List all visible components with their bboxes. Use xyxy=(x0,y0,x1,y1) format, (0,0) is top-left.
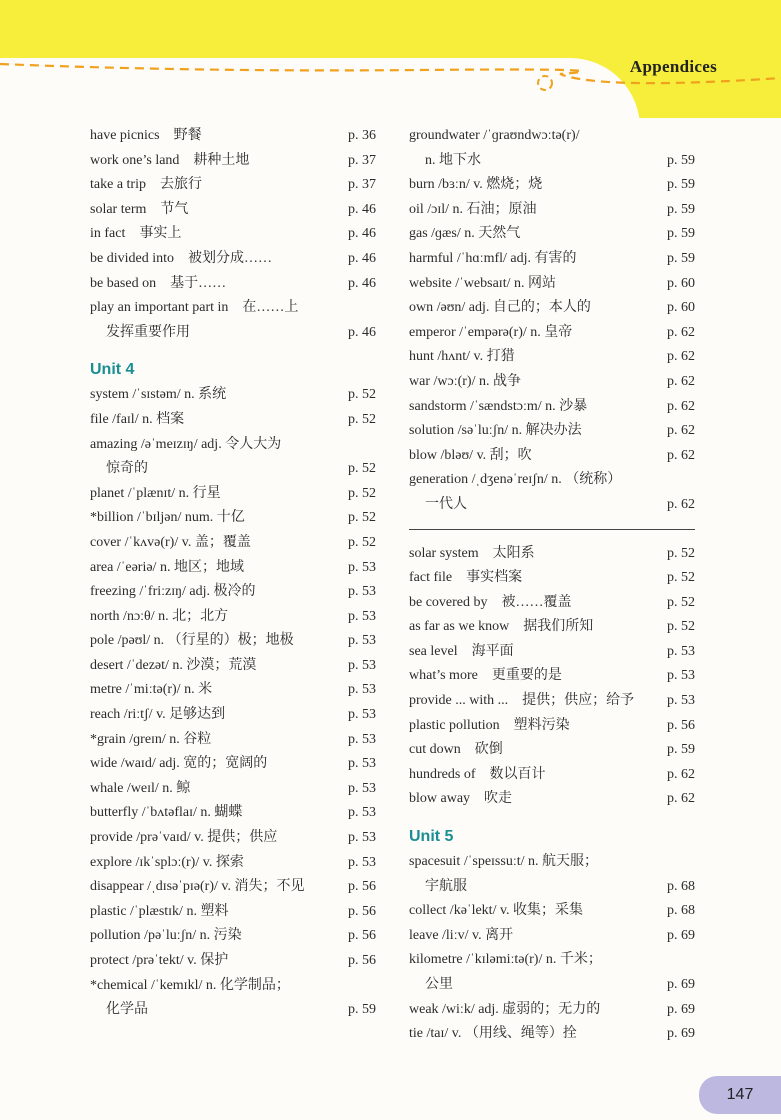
list-item xyxy=(409,395,695,420)
entry-text xyxy=(409,664,695,689)
entry-text xyxy=(409,1022,695,1047)
page-reference: p. 56 xyxy=(348,903,376,919)
list-item xyxy=(90,506,376,531)
list-item xyxy=(409,468,695,517)
page-reference: p. 52 xyxy=(348,461,376,477)
entry-text xyxy=(90,580,376,605)
list-item xyxy=(90,296,376,345)
list-item xyxy=(90,198,376,223)
list-item xyxy=(90,173,376,198)
list-item xyxy=(90,851,376,876)
entry-term: collect /kəˈlekt/ v. 收集；采集 xyxy=(409,903,584,919)
entry-text xyxy=(90,900,376,925)
entry-term: plastic /ˈplæstɪk/ n. 塑料 xyxy=(90,903,229,919)
entry-term: protect /prəˈtekt/ v. 保护 xyxy=(90,953,229,968)
page-reference: p. 53 xyxy=(348,657,376,673)
vocabulary-list xyxy=(90,383,376,1022)
page-reference: p. 46 xyxy=(348,201,376,217)
page-number: 147 xyxy=(699,1076,781,1114)
entry-term: cover /ˈkʌvə(r)/ v. 盖；覆盖 xyxy=(90,534,251,550)
page-reference: p. 56 xyxy=(667,717,695,733)
list-item xyxy=(90,703,376,728)
entry-text xyxy=(409,948,695,997)
entry-text xyxy=(409,924,695,949)
entry-term: take a trip 去旅行 xyxy=(90,177,202,193)
page-reference: p. 46 xyxy=(348,226,376,242)
divider xyxy=(409,529,695,530)
list-item xyxy=(90,875,376,900)
entry-text xyxy=(409,419,695,444)
entry-text xyxy=(90,777,376,802)
entry-text xyxy=(409,763,695,788)
entry-term: leave /liːv/ v. 离开 xyxy=(409,927,514,943)
list-item xyxy=(90,801,376,826)
entry-text xyxy=(90,408,376,433)
page-reference: p. 69 xyxy=(667,927,695,943)
entry-text xyxy=(409,124,695,173)
list-item xyxy=(409,124,695,173)
page-reference: p. 59 xyxy=(667,152,695,168)
entry-text xyxy=(409,370,695,395)
entry-text xyxy=(90,556,376,581)
entry-term: website /ˈwebsaɪt/ n. 网站 xyxy=(409,275,556,291)
page-reference: p. 53 xyxy=(348,780,376,796)
page-reference: p. 53 xyxy=(348,707,376,723)
entry-term: work one’s land 耕种土地 xyxy=(90,152,250,168)
entry-term: oil /ɔɪl/ n. 石油；原油 xyxy=(409,201,537,217)
list-item xyxy=(409,850,695,899)
list-item xyxy=(409,924,695,949)
entry-text xyxy=(409,345,695,370)
entry-text xyxy=(90,924,376,949)
entry-text xyxy=(90,383,376,408)
page-reference: p. 46 xyxy=(348,275,376,291)
entry-term: play an important part in 在……上 xyxy=(90,300,299,316)
section-title: Appendices xyxy=(629,57,717,76)
entry-term: plastic pollution 塑料污染 xyxy=(409,717,570,733)
page-reference: p. 62 xyxy=(667,324,695,340)
entry-term: pollution /pəˈluːʃn/ n. 污染 xyxy=(90,928,242,944)
list-item xyxy=(409,222,695,247)
entry-continuation: 化学品 xyxy=(106,1002,148,1018)
entry-term: gas /ɡæs/ n. 天然气 xyxy=(409,226,521,242)
list-item xyxy=(90,408,376,433)
entry-term: wide /waɪd/ adj. 宽的；宽阔的 xyxy=(90,756,268,772)
entry-text xyxy=(90,851,376,876)
entry-continuation: 一代人 xyxy=(425,496,467,512)
list-item xyxy=(409,321,695,346)
list-item xyxy=(90,482,376,507)
entry-text xyxy=(409,566,695,591)
list-item xyxy=(90,605,376,630)
phrase-list-1 xyxy=(90,124,376,345)
entry-term: kilometre /ˈkɪləmiːtə(r)/ n. 千米； xyxy=(409,952,602,968)
list-item xyxy=(409,689,695,714)
page-reference: p. 59 xyxy=(667,250,695,266)
page-reference: p. 62 xyxy=(667,496,695,512)
entry-term: *chemical /ˈkemɪkl/ n. 化学制品； xyxy=(90,977,290,993)
list-item xyxy=(409,998,695,1023)
list-item xyxy=(409,591,695,616)
page-reference: p. 52 xyxy=(348,411,376,427)
list-item xyxy=(90,629,376,654)
entry-text xyxy=(409,738,695,763)
entry-term: *grain /ɡreɪn/ n. 谷粒 xyxy=(90,731,212,747)
entry-term: tie /taɪ/ v. （用线、绳等）拴 xyxy=(409,1026,577,1042)
entry-term: spacesuit /ˈspeɪssuːt/ n. 航天服； xyxy=(409,854,598,870)
list-item xyxy=(90,924,376,949)
page-reference: p. 69 xyxy=(667,1001,695,1017)
list-item xyxy=(90,383,376,408)
list-item xyxy=(90,247,376,272)
entry-continuation: n. 地下水 xyxy=(425,152,481,168)
list-item xyxy=(409,370,695,395)
page-reference: p. 62 xyxy=(667,791,695,807)
page-reference: p. 52 xyxy=(667,545,695,561)
entry-term: disappear /ˌdɪsəˈpɪə(r)/ v. 消失；不见 xyxy=(90,879,305,895)
list-item xyxy=(409,640,695,665)
entry-text xyxy=(90,531,376,556)
entry-term: provide ... with ... 提供；供应；给予 xyxy=(409,693,635,709)
entry-text xyxy=(409,615,695,640)
page-reference: p. 60 xyxy=(667,300,695,316)
page-reference: p. 53 xyxy=(667,643,695,659)
entry-term: hundreds of 数以百计 xyxy=(409,766,546,782)
unit-heading: Unit 5 xyxy=(409,828,454,846)
entry-text xyxy=(409,850,695,899)
entry-term: solution /səˈluːʃn/ n. 解决办法 xyxy=(409,423,582,439)
entry-term: hunt /hʌnt/ v. 打猎 xyxy=(409,349,515,365)
entry-term: solar term 节气 xyxy=(90,201,189,217)
entry-term: in fact 事实上 xyxy=(90,226,182,242)
page-reference: p. 60 xyxy=(667,275,695,291)
page-reference: p. 62 xyxy=(667,447,695,463)
page-reference: p. 53 xyxy=(348,830,376,846)
list-item xyxy=(90,149,376,174)
page-reference: p. 59 xyxy=(667,742,695,758)
list-item xyxy=(409,444,695,469)
entry-text xyxy=(409,998,695,1023)
list-item xyxy=(409,173,695,198)
list-item xyxy=(90,949,376,974)
entry-term: whale /weɪl/ n. 鲸 xyxy=(90,780,191,796)
entry-text xyxy=(409,321,695,346)
entry-term: pole /pəʊl/ n. （行星的）极；地极 xyxy=(90,633,294,649)
page-reference: p. 52 xyxy=(348,387,376,403)
page-reference: p. 52 xyxy=(667,594,695,610)
page-reference: p. 59 xyxy=(667,226,695,242)
page-reference: p. 52 xyxy=(667,619,695,635)
entry-text xyxy=(90,605,376,630)
entry-text xyxy=(90,974,376,1023)
entry-term: butterfly /ˈbʌtəflaɪ/ n. 蝴蝶 xyxy=(90,805,243,821)
page-reference: p. 46 xyxy=(348,250,376,266)
list-item xyxy=(90,580,376,605)
list-item xyxy=(409,345,695,370)
entry-term: solar system 太阳系 xyxy=(409,545,535,561)
list-item xyxy=(409,272,695,297)
list-item xyxy=(409,566,695,591)
page-reference: p. 62 xyxy=(667,373,695,389)
entry-text xyxy=(409,591,695,616)
entry-text xyxy=(90,678,376,703)
page-reference: p. 62 xyxy=(667,398,695,414)
list-item xyxy=(409,296,695,321)
page-reference: p. 52 xyxy=(348,534,376,550)
list-item xyxy=(409,787,695,812)
entry-continuation: 惊奇的 xyxy=(106,461,148,477)
page-reference: p. 53 xyxy=(348,608,376,624)
entry-term: north /nɔːθ/ n. 北；北方 xyxy=(90,608,229,624)
page-reference: p. 53 xyxy=(348,731,376,747)
entry-term: groundwater /ˈɡraʊndwɔːtə(r)/ xyxy=(409,128,580,143)
list-item xyxy=(90,752,376,777)
list-item xyxy=(409,1022,695,1047)
list-item xyxy=(90,678,376,703)
entry-text xyxy=(90,728,376,753)
page-reference: p. 52 xyxy=(348,510,376,526)
entry-text xyxy=(409,198,695,223)
entry-term: have picnics 野餐 xyxy=(90,128,202,143)
entry-term: blow away 吹走 xyxy=(409,791,513,807)
entry-term: emperor /ˈempərə(r)/ n. 皇帝 xyxy=(409,324,573,340)
page-reference: p. 36 xyxy=(348,128,376,143)
page-reference: p. 62 xyxy=(667,423,695,439)
list-item xyxy=(90,728,376,753)
page-reference: p. 69 xyxy=(667,977,695,992)
page-reference: p. 59 xyxy=(667,201,695,217)
entry-text xyxy=(409,542,695,567)
entry-term: burn /bɜːn/ v. 燃烧；烧 xyxy=(409,177,543,193)
entry-text xyxy=(409,714,695,739)
entry-term: what’s more 更重要的是 xyxy=(409,668,562,684)
page-reference: p. 53 xyxy=(348,682,376,698)
list-item xyxy=(90,900,376,925)
entry-term: provide /prəˈvaɪd/ v. 提供；供应 xyxy=(90,830,278,846)
entry-text xyxy=(90,506,376,531)
entry-text xyxy=(90,149,376,174)
entry-text xyxy=(90,752,376,777)
page-reference: p. 68 xyxy=(667,878,695,894)
list-item xyxy=(409,664,695,689)
page-reference: p. 62 xyxy=(667,766,695,782)
entry-text xyxy=(90,629,376,654)
entry-term: amazing /əˈmeɪzɪŋ/ adj. 令人大为 xyxy=(90,436,282,452)
entry-text xyxy=(90,482,376,507)
entry-text xyxy=(409,222,695,247)
list-item xyxy=(409,542,695,567)
entry-text xyxy=(409,689,695,714)
list-item xyxy=(409,247,695,272)
entry-term: war /wɔː(r)/ n. 战争 xyxy=(409,373,521,389)
list-item xyxy=(90,531,376,556)
entry-text xyxy=(409,444,695,469)
entry-text xyxy=(409,899,695,924)
page-reference: p. 53 xyxy=(348,854,376,870)
list-item xyxy=(90,272,376,297)
entry-text xyxy=(90,296,376,345)
list-item xyxy=(90,433,376,482)
page-reference: p. 53 xyxy=(348,756,376,772)
page-reference: p. 56 xyxy=(348,928,376,944)
list-item xyxy=(409,763,695,788)
list-item xyxy=(409,899,695,924)
list-item xyxy=(409,419,695,444)
entry-continuation: 公里 xyxy=(425,977,453,992)
entry-term: file /faɪl/ n. 档案 xyxy=(90,411,185,427)
list-item xyxy=(90,124,376,149)
list-item xyxy=(409,714,695,739)
left-column xyxy=(90,124,376,1023)
entry-text xyxy=(409,296,695,321)
entry-text xyxy=(90,198,376,223)
list-item xyxy=(409,198,695,223)
entry-text xyxy=(90,433,376,482)
entry-text xyxy=(409,787,695,812)
entry-term: own /əʊn/ adj. 自己的；本人的 xyxy=(409,300,591,316)
entry-term: as far as we know 据我们所知 xyxy=(409,619,594,635)
vocabulary-list xyxy=(409,850,695,1047)
entry-text xyxy=(90,272,376,297)
entry-text xyxy=(409,173,695,198)
page-reference: p. 59 xyxy=(348,1002,376,1018)
page-reference: p. 59 xyxy=(667,177,695,193)
page-reference: p. 37 xyxy=(348,152,376,168)
page-reference: p. 52 xyxy=(348,485,376,501)
entry-term: be covered by 被……覆盖 xyxy=(409,594,572,610)
entry-term: desert /ˈdezət/ n. 沙漠；荒漠 xyxy=(90,657,257,673)
entry-continuation: 宇航服 xyxy=(425,878,467,894)
entry-text xyxy=(90,222,376,247)
page-reference: p. 56 xyxy=(348,953,376,968)
list-item xyxy=(409,738,695,763)
entry-text xyxy=(90,949,376,974)
list-item xyxy=(90,222,376,247)
right-column xyxy=(409,124,695,1047)
entry-term: fact file 事实档案 xyxy=(409,570,523,586)
list-item xyxy=(90,826,376,851)
entry-term: system /ˈsɪstəm/ n. 系统 xyxy=(90,387,227,403)
page-reference: p. 53 xyxy=(348,559,376,575)
entry-term: metre /ˈmiːtə(r)/ n. 米 xyxy=(90,682,213,698)
page-reference: p. 62 xyxy=(667,349,695,365)
entry-term: be based on 基于…… xyxy=(90,275,227,291)
page-reference: p. 69 xyxy=(667,1026,695,1042)
page-reference: p. 52 xyxy=(667,570,695,586)
list-item xyxy=(90,777,376,802)
entry-term: generation /ˌdʒenəˈreɪʃn/ n. （统称） xyxy=(409,472,622,488)
page-reference: p. 53 xyxy=(348,805,376,821)
entry-term: planet /ˈplænɪt/ n. 行星 xyxy=(90,485,221,501)
unit-heading: Unit 4 xyxy=(90,361,135,379)
page-reference: p. 56 xyxy=(348,879,376,895)
entry-text xyxy=(409,395,695,420)
entry-term: *billion /ˈbɪljən/ num. 十亿 xyxy=(90,510,245,526)
list-item xyxy=(90,556,376,581)
page-reference: p. 53 xyxy=(348,584,376,600)
phrase-list-2 xyxy=(409,542,695,813)
page-reference: p. 37 xyxy=(348,177,376,193)
entry-text xyxy=(90,875,376,900)
entry-term: be divided into 被划分成…… xyxy=(90,250,272,266)
page-reference: p. 53 xyxy=(348,633,376,649)
entry-term: sandstorm /ˈsændstɔːm/ n. 沙暴 xyxy=(409,398,588,414)
entry-text xyxy=(90,826,376,851)
entry-text xyxy=(409,272,695,297)
entry-text xyxy=(409,468,695,517)
entry-term: explore /ɪkˈsplɔː(r)/ v. 探索 xyxy=(90,854,244,870)
list-item xyxy=(409,615,695,640)
page-reference: p. 53 xyxy=(667,668,695,684)
list-item xyxy=(90,974,376,1023)
entry-text xyxy=(90,801,376,826)
entry-text xyxy=(90,124,376,149)
list-item xyxy=(90,654,376,679)
entry-text xyxy=(90,654,376,679)
entry-term: area /ˈeəriə/ n. 地区；地域 xyxy=(90,559,244,575)
page-reference: p. 53 xyxy=(667,693,695,709)
entry-text xyxy=(90,703,376,728)
page-reference: p. 68 xyxy=(667,903,695,919)
list-item xyxy=(409,948,695,997)
entry-text xyxy=(409,247,695,272)
entry-term: reach /riːtʃ/ v. 足够达到 xyxy=(90,707,226,723)
entry-text xyxy=(90,173,376,198)
entry-term: weak /wiːk/ adj. 虚弱的；无力的 xyxy=(409,1001,601,1017)
page-reference: p. 46 xyxy=(348,324,376,340)
entry-text xyxy=(409,640,695,665)
entry-text xyxy=(90,247,376,272)
entry-term: harmful /ˈhɑːmfl/ adj. 有害的 xyxy=(409,250,577,266)
entry-term: freezing /ˈfriːzɪŋ/ adj. 极冷的 xyxy=(90,584,256,600)
entry-term: cut down 砍倒 xyxy=(409,742,503,758)
entry-term: sea level 海平面 xyxy=(409,643,514,659)
entry-term: blow /bləʊ/ v. 刮；吹 xyxy=(409,447,532,463)
vocabulary-list xyxy=(409,124,695,518)
entry-continuation: 发挥重要作用 xyxy=(106,324,190,340)
